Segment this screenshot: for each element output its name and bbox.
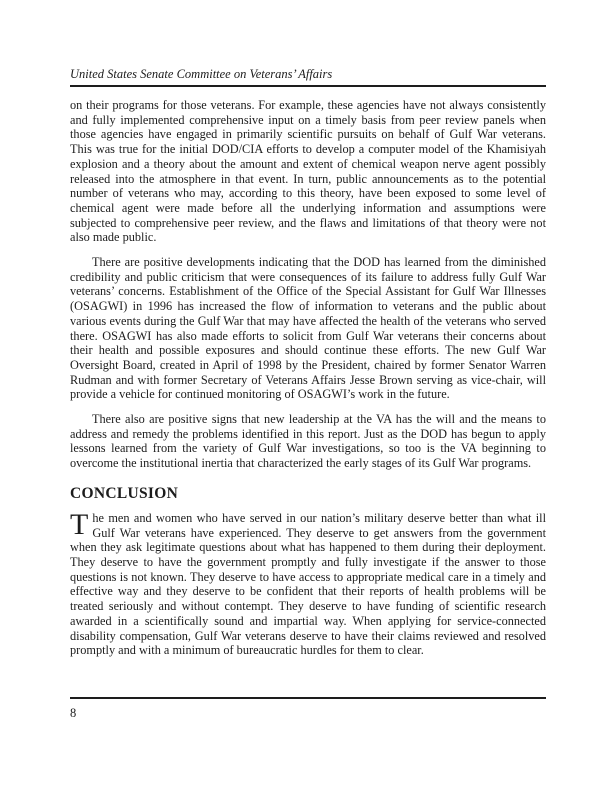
conclusion-heading: CONCLUSION [70, 484, 179, 502]
page-number: 8 [70, 706, 77, 720]
page-content [70, 67, 546, 658]
body-paragraph-3: There also are positive signs that new leadership at the VA has the will and the means to address and remedy the problems identified in this report. Just as the DOD has begun to apply lessons learned from the variety of Gulf War investigations, so too is the VA beginning to overcome the institutional inertia that characterized the early stages of its Gulf War programs. [70, 412, 546, 471]
running-header [70, 67, 546, 87]
conclusion-paragraph: The men and women who have served in our nation’s military deserve better than what ill Gulf War veterans have experienced. They deserve to get answers from the government when they ask legitimate questions about what has happened to them during their deployment. They deserve to have the government promptly and fully investigate if the answer to those questions is not known. They deserve to have access to appropriate medical care in a timely and effective way and they deserve to be confident that their reports of health problems will be treated seriously and without contempt. They deserve to have funding of scientific research awarded in a scientifically sound and impartial way. When applying for service-connected disability compensation, Gulf War veterans deserve to have their claims reviewed and resolved promptly and with a minimum of bureaucratic hurdles for them to clear. [70, 507, 546, 658]
page-footer [70, 697, 546, 721]
body-paragraph-1: on their programs for those veterans. For example, these agencies have not always consistently and fully implemented comprehensive input on a timely basis from peer review panels when those agencies have engaged in primarily scientific pursuits on behalf of Gulf War veterans. This was true for the initial DOD/CIA efforts to develop a computer model of the Khamisiyah explosion and a theory about the amount and extent of chemical weapon nerve agent possibly released into the atmosphere in that event. In turn, public announcements as to the potential number of veterans who may, according to this theory, have been exposed to some level of chemical agent were made before all the underlying information and assumptions were subjected to comprehensive peer review, and the flaws and limitations of that theory were not also made public. [70, 98, 546, 245]
body-paragraph-2: There are positive developments indicating that the DOD has learned from the diminished credibility and public criticism that were consequences of its failure to address fully Gulf War veterans’ concerns. Establishment of the Office of the Special Assistant for Gulf War Illnesses (OSAGWI) in 1996 has increased the flow of information to veterans and the public about various events during the Gulf War that may have affected the health of the veterans who served there. OSAGWI has also made efforts to solicit from Gulf War veterans their concerns about their health and possible exposures and should continue these efforts. The new Gulf War Oversight Board, created in April of 1998 by the President, chaired by former Senator Warren Rudman and with former Secretary of Veterans Affairs Jesse Brown serving as vice-chair, will provide a vehicle for continued monitoring of OSAGWI’s work in the future. [70, 255, 546, 402]
running-header-title: United States Senate Committee on Veterans’ Affairs [70, 67, 333, 81]
